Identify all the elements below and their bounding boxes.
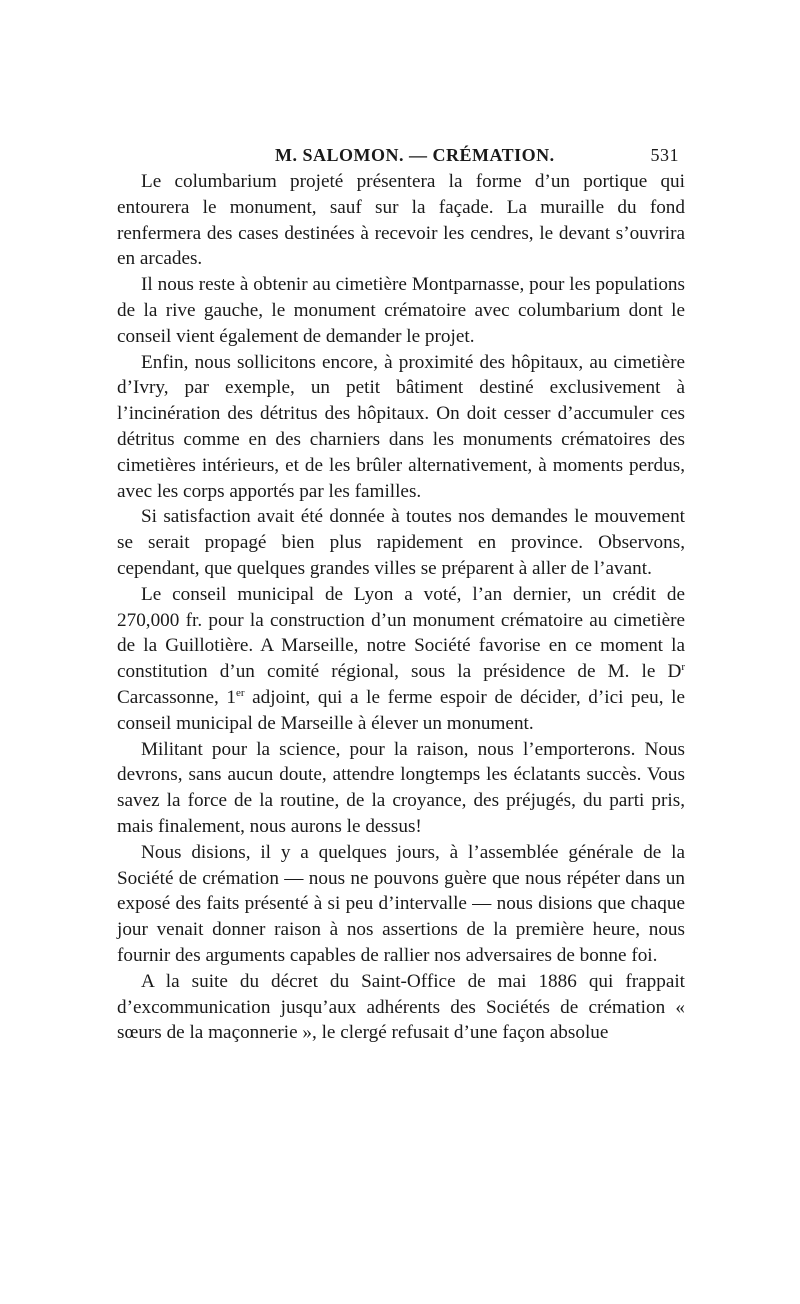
paragraph-assemblee: Nous disions, il y a quelques jours, à l’assemblée générale de la Société de crémation — nous ne pouvons guère que nous répéter dans un exposé des faits présenté à si peu d’intervalle — nous disions que chaque jour venait donner raison à nos assertions de la première heure, nous fournir des arguments capables de rallier nos adversaires de bonne foi. [117,841,685,966]
running-head-title: M. SALOMON. — CRÉMATION. [275,145,555,165]
body-text [117,169,685,1046]
paragraph-columbarium: Le columbarium projeté présentera la forme d’un portique qui entourera le monument, sauf sur la façade. La muraille du fond renfermera des cases destinées à recevoir les cendres, le devant s’ouvrira en arcades. [117,171,685,270]
paragraph-montparnasse: Il nous reste à obtenir au cimetière Montparnasse, pour les populations de la rive gauche, le monument crématoire avec columbarium dont le conseil vient également de demander le projet. [117,274,685,347]
paragraph-saint-office: A la suite du décret du Saint-Office de mai 1886 qui frappait d’excommunication jusqu’aux adhérents des Sociétés de crémation « sœurs de la maçonnerie », le clergé refusait d’une façon absolue [117,970,685,1044]
docteur-superscript: r [681,661,685,674]
paragraph-ivry: Enfin, nous sollicitons encore, à proximité des hôpitaux, au cimetière d’Ivry, par exemple, un petit bâtiment destiné exclusivement à l’incinération des détritus des hôpitaux. On doit cesser d’accumuler ces détritus comme en des charniers dans les monuments crématoires des cimetières intérieurs, et de les brûler alternativement, à moments perdus, avec les corps apportés par les familles. [117,351,685,502]
marseille-text: adjoint, qui a le ferme espoir de décider, d’ici peu, le conseil municipal de Marseille à élever un monument. [117,686,686,734]
premier-superscript: er [235,686,245,699]
running-head [117,145,685,169]
book-page [117,145,685,1046]
paragraph-province: Si satisfaction avait été donnée à toutes nos demandes le mouvement se serait propagé bien plus rapidement en province. Observons, cependant, que quelques grandes villes se préparent à aller de l’avant. [117,506,685,579]
paragraph-lyon-marseille [117,582,685,737]
page-number: 531 [650,145,679,165]
carcassonne-text: Carcassonne, 1 [117,686,236,708]
lyon-text: Le conseil municipal de Lyon a voté, l’an dernier, un crédit de 270,000 fr. pour la construction d’un monument crématoire au cimetière de la Guillotière. A Marseille, notre Société favorise en ce moment la constitution d’un comité régional, sous la présidence de M. le D [117,583,685,683]
paragraph-militant: Militant pour la science, pour la raison, nous l’emporterons. Nous devrons, sans aucun doute, attendre longtemps les éclatants succès. Vous savez la force de la routine, de la croyance, des préjugés, du parti pris, mais finalement, nous aurons le dessus! [117,738,685,837]
